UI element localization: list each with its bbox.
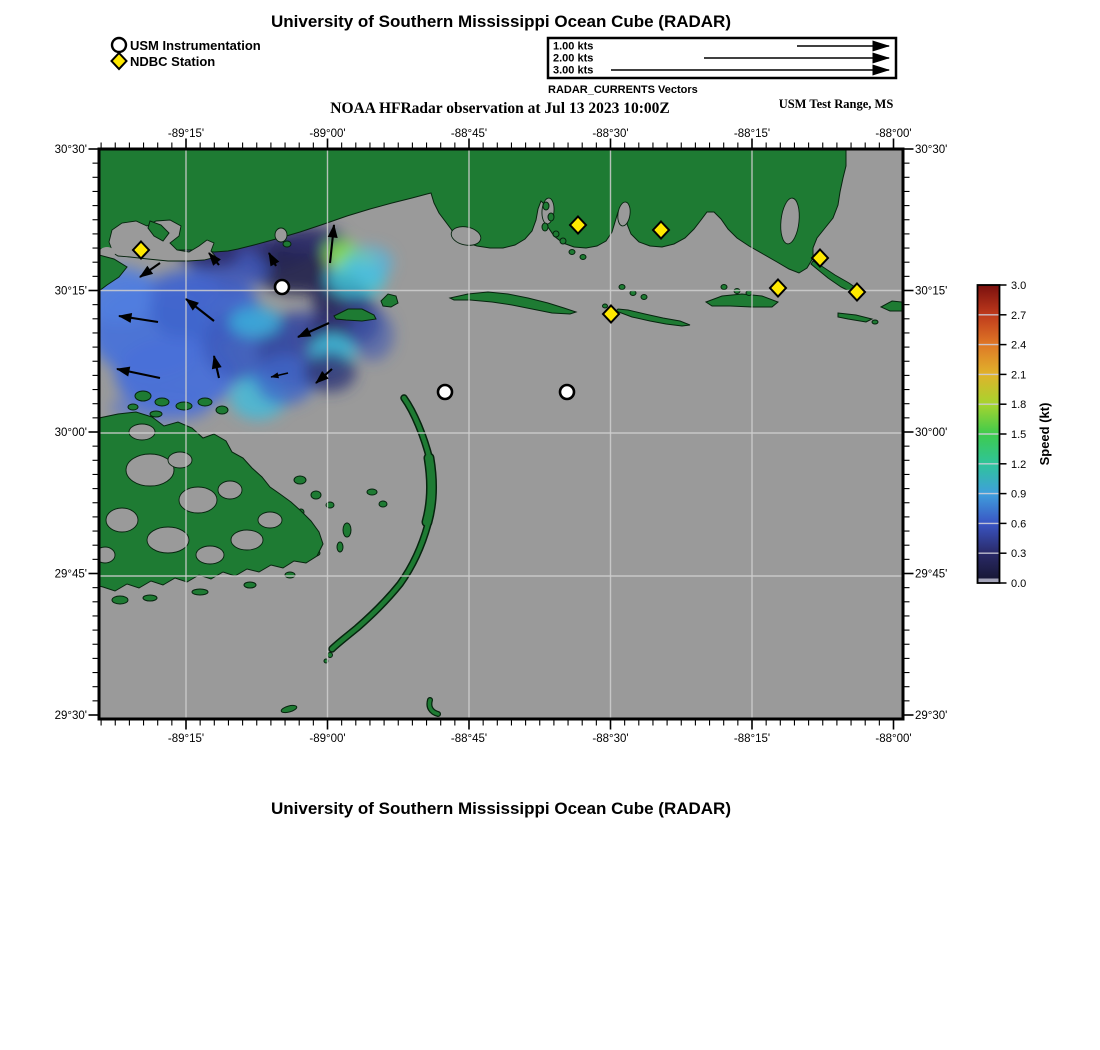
y-tick-label-right: 29°45' <box>915 568 948 581</box>
x-tick-label-bottom: -88°00' <box>875 733 912 745</box>
speed-blob <box>229 307 281 337</box>
x-tick-label-top: -88°15' <box>733 128 771 140</box>
colorbar-tick-label: 2.1 <box>1011 369 1027 382</box>
x-tick-label-bottom: -89°15' <box>167 733 205 745</box>
coast-islet <box>283 241 291 247</box>
usm-instrumentation-marker <box>560 385 574 399</box>
colorbar-tick-label: 2.7 <box>1011 309 1027 322</box>
map-legend <box>112 38 261 69</box>
header <box>112 12 897 117</box>
colorbar-bottom-cap <box>979 579 999 583</box>
colorbar-tick-label: 1.5 <box>1011 429 1027 441</box>
ndbc-station-icon <box>112 53 127 69</box>
page-title: University of Southern Mississippi Ocean Cube (RADAR) <box>270 12 732 31</box>
y-tick-label-left: 30°30' <box>54 144 87 156</box>
y-tick-label-left: 30°15' <box>54 285 87 298</box>
speed-blob <box>255 355 315 405</box>
x-tick-label-top: -88°30' <box>592 128 629 140</box>
y-tick-label-right: 30°30' <box>915 144 948 156</box>
usm-instrumentation-icon <box>112 38 126 52</box>
vector-scale-caption: RADAR_CURRENTS Vectors <box>548 84 698 96</box>
map-panel <box>55 128 948 745</box>
colorbar-tick-label: 1.8 <box>1011 399 1027 412</box>
y-tick-label-left: 29°30' <box>54 710 87 722</box>
vector-scale-row-label: 2.00 kts <box>553 52 594 65</box>
footer-title: University of Southern Mississippi Ocean Cube (RADAR) <box>270 799 732 818</box>
colorbar-tick-label: 1.2 <box>1011 458 1027 471</box>
usm-instrumentation-marker <box>275 280 289 294</box>
colorbar-title: Speed (kt) <box>1037 402 1052 466</box>
x-tick-label-bottom: -88°30' <box>592 733 629 745</box>
vector-scale-box <box>548 38 896 96</box>
coast-creek <box>275 228 287 242</box>
y-tick-label-left: 29°45' <box>54 568 87 581</box>
vector-scale-row-label: 1.00 kts <box>553 40 594 53</box>
y-tick-label-right: 30°00' <box>915 427 948 439</box>
colorbar <box>978 280 1053 590</box>
islet <box>872 320 878 324</box>
colorbar-tick-label: 0.3 <box>1011 548 1027 561</box>
colorbar-tick-label: 0.0 <box>1011 578 1027 590</box>
usm-instrumentation-marker <box>438 385 452 399</box>
x-tick-label-top: -89°15' <box>167 128 205 140</box>
speed-blob <box>345 246 393 280</box>
x-tick-label-bottom: -88°45' <box>450 733 488 745</box>
y-tick-label-left: 30°00' <box>54 427 87 439</box>
vector-scale-row-label: 3.00 kts <box>553 64 594 77</box>
y-tick-label-right: 29°30' <box>915 710 948 722</box>
colorbar-tick-label: 0.6 <box>1011 518 1027 531</box>
colorbar-tick-label: 3.0 <box>1011 280 1027 292</box>
colorbar-tick-label: 0.9 <box>1011 488 1027 501</box>
colorbar-tick-label: 2.4 <box>1011 339 1027 352</box>
observation-subtitle: NOAA HFRadar observation at Jul 13 2023 10:00Z <box>330 100 670 117</box>
x-tick-label-top: -88°00' <box>875 128 912 140</box>
x-tick-label-bottom: -89°00' <box>309 733 346 745</box>
x-tick-label-bottom: -88°15' <box>733 733 771 745</box>
x-tick-label-top: -88°45' <box>450 128 488 140</box>
test-range-label: USM Test Range, MS <box>778 97 894 111</box>
legend-item-ndbc-label: NDBC Station <box>130 54 216 69</box>
legend-item-usm-label: USM Instrumentation <box>130 38 261 53</box>
x-tick-label-top: -89°00' <box>309 128 346 140</box>
y-tick-label-right: 30°15' <box>915 285 948 298</box>
